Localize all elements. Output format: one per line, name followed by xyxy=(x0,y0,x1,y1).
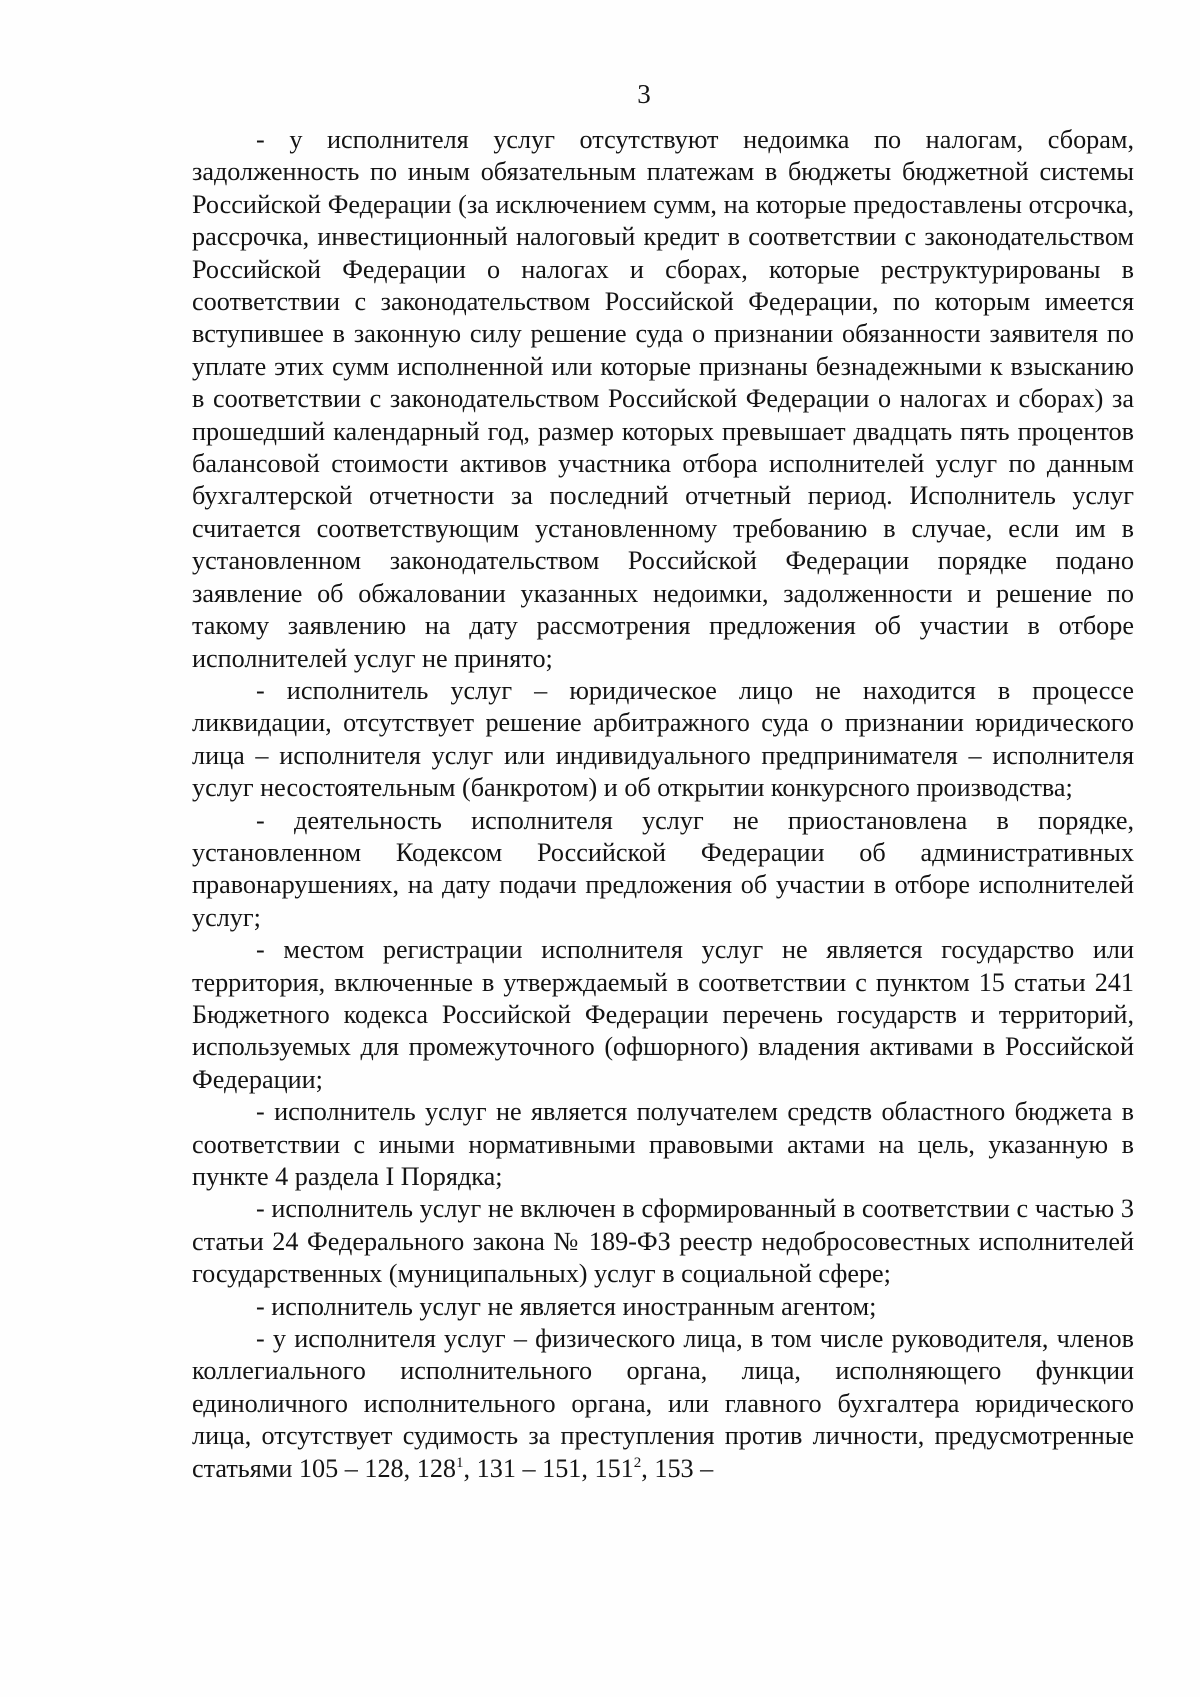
superscript-2: 2 xyxy=(633,1454,642,1471)
paragraph-tax-arrears: - у исполнителя услуг отсутствуют недоимка по налогам, сборам, задолженность по иным обязательным платежам в бюджеты бюджетной системы Российской Федерации (за исключением сумм, на которые предоставлены отсрочка, рассрочка, инвестиционный налоговый кредит в соответствии с законодательством Российской Федерации о налогах и сборах, которые реструктурированы в соответствии с законодательством Российской Федерации, по которым имеется вступившее в законную силу решение суда о признании обязанности заявителя по уплате этих сумм исполненной или которые признаны безнадежными к взысканию в соответствии с законодательством Российской Федерации о налогах и сборах) за прошедший календарный год, размер которых превышает двадцать пять процентов балансовой стоимости активов участника отбора исполнителей услуг по данным бухгалтерской отчетности за последний отчетный период. Исполнитель услуг считается соответствующим установленному требованию в случае, если им в установленном законодательством Российской Федерации порядке подано заявление об обжаловании указанных недоимки, задолженности и решение по такому заявлению на дату рассмотрения предложения об участии в отборе исполнителей услуг не принято; xyxy=(192,125,1134,673)
paragraph-criminal-record xyxy=(192,1323,1134,1485)
paragraph-offshore-registration: - местом регистрации исполнителя услуг не является государство или территория, включенные в утверждаемый в соответствии с пунктом 15 статьи 241 Бюджетного кодекса Российской Федерации перечень государств и территорий, используемых для промежуточного (офшорного) владения активами в Российской Федерации; xyxy=(192,935,1134,1094)
paragraph-activity-suspension: - деятельность исполнителя услуг не приостановлена в порядке, установленном Кодексом Российской Федерации об административных правонарушениях, на дату подачи предложения об участии в отборе исполнителей услуг; xyxy=(192,805,1134,932)
criminal-record-text-start: - у исполнителя услуг – физического лица, в том числе руководителя, членов коллегиального исполнительного органа, лица, исполняющего функции единоличного исполнительного органа, или главного бухгалтера юридического лица, отсутствует судимость за преступления против личности, предусмотренные статьями 105 – 128, 128 xyxy=(192,1324,1134,1483)
paragraph-budget-funds: - исполнитель услуг не является получателем средств областного бюджета в соответствии с иными нормативными правовыми актами на цель, указанную в пункте 4 раздела I Порядка; xyxy=(192,1097,1134,1191)
paragraph-liquidation: - исполнитель услуг – юридическое лицо не находится в процессе ликвидации, отсутствует решение арбитражного суда о признании юридического лица – исполнителя услуг или индивидуального предпринимателя – исполнителя услуг несостоятельным (банкротом) и об открытии конкурсного производства; xyxy=(192,675,1134,803)
page-number: 3 xyxy=(637,79,651,109)
superscript-1: 1 xyxy=(456,1454,464,1471)
criminal-record-text-end: , 153 – xyxy=(641,1453,714,1483)
paragraph-unreliable-registry: - исполнитель услуг не включен в сформированный в соответствии с частью 3 статьи 24 Федерального закона № 189-ФЗ реестр недобросовестных исполнителей государственных (муниципальных) услуг в социальной сфере; xyxy=(192,1194,1134,1289)
criminal-record-text-mid: , 131 – 151, 151 xyxy=(463,1453,634,1483)
document-body xyxy=(192,124,1134,1485)
paragraph-foreign-agent: - исполнитель услуг не является иностранным агентом; xyxy=(256,1291,877,1321)
